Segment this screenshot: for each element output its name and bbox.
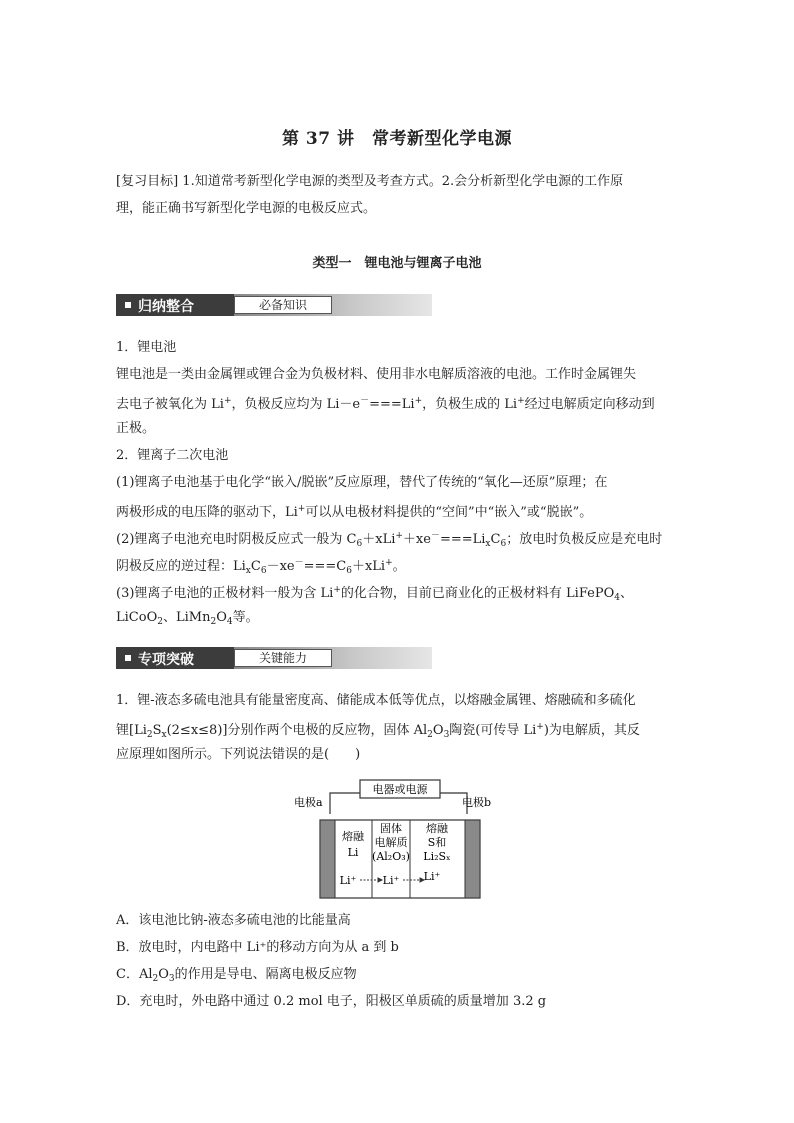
review-label: [复习目标] xyxy=(116,174,179,189)
k2-item1-line1: (1)锂离子电池基于电化学“嵌入/脱嵌”反应原理，替代了传统的“氧化—还原”原理；在 xyxy=(116,475,608,490)
power-source-label: 电器或电源 xyxy=(372,783,428,796)
electrode-b xyxy=(465,820,480,898)
banner-practice xyxy=(116,647,432,669)
banner-main-label: 专项突破 xyxy=(138,652,194,668)
k1-heading: 1．锂电池 xyxy=(116,340,177,355)
square-bullet-icon xyxy=(125,302,131,308)
square-bullet-icon xyxy=(125,655,131,661)
banner-summary xyxy=(116,294,432,316)
option-b: B．放电时，内电路中 Li⁺的移动方向为从 a 到 b xyxy=(116,940,399,955)
svg-text:固体: 固体 xyxy=(380,822,402,835)
svg-text:Li: Li xyxy=(347,846,359,859)
option-d: D．充电时，外电路中通过 0.2 mol 电子，阳极区单质硫的质量增加 3.2 g xyxy=(116,994,547,1009)
electrode-a-label: 电极a xyxy=(294,796,323,809)
ion-label-right: Li⁺ xyxy=(423,870,441,883)
review-goals-line2: 理，能正确书写新型化学电源的电极反应式。 xyxy=(116,201,377,216)
electrode-a xyxy=(320,820,335,898)
k1-line1: 锂电池是一类由金属锂或锂合金为负极材料、使用非水电解质溶液的电池。工作时金属锂失 xyxy=(116,367,637,382)
k2-item1-line2: 两极形成的电压降的驱动下，Li+可以从电极材料提供的“空间”中“嵌入”或“脱嵌”。 xyxy=(116,504,593,520)
k2-item2-line2: 阴极反应的逆过程：$Li_xC_6-xe^-===C_6+xLi^+$。 xyxy=(116,558,406,576)
k2-heading: 2．锂离子二次电池 xyxy=(116,448,229,463)
review-goals-line1 xyxy=(116,168,623,195)
banner-tag: 关键能力 xyxy=(234,649,332,667)
ion-label-left: Li⁺ xyxy=(339,874,357,887)
option-c: C．$Al_2O_3$的作用是导电、隔离电极反应物 xyxy=(116,967,357,984)
svg-text:熔融: 熔融 xyxy=(342,830,364,843)
q1-line2: 锂$[Li_2S_x(2\le x\le 8)]$分别作两个电极的反应物，固体 $Al_2O_3$陶瓷(可传导 Li+)为电解质，其反 xyxy=(116,722,640,740)
q1-line1: 1．锂-液态多硫电池具有能量密度高、储能成本低等优点，以熔融金属锂、熔融硫和多硫化 xyxy=(116,693,636,708)
banner-main-label: 归纳整合 xyxy=(138,299,194,315)
k2-item2-line1: (2)锂离子电池充电时阴极反应式一般为 $C_6+xLi^++xe^-===Li_xC_6$；放电时负极反应是充电时 xyxy=(116,531,663,549)
banner-tag: 必备知识 xyxy=(234,296,332,314)
svg-text:熔融: 熔融 xyxy=(426,822,448,835)
electrode-b-label: 电极b xyxy=(462,796,492,809)
k2-item3-line2: LiCoO$_2$、$LiMn_2O_4$等。 xyxy=(116,610,259,627)
page-title: 第 37 讲 常考新型化学电源 xyxy=(282,129,512,149)
ion-label-mid: Li⁺ xyxy=(382,874,400,887)
battery-diagram xyxy=(290,776,510,900)
option-a: A．该电池比钠-液态多硫电池的比能量高 xyxy=(116,913,351,928)
k1-line2: 去电子被氧化为 Li+，负极反应均为 Li－e－===Li+，负极生成的 Li+经过电解质定向移动到 xyxy=(116,396,655,412)
svg-text:Li₂Sₓ: Li₂Sₓ xyxy=(423,850,451,863)
review-text: 1.知道常考新型化学电源的类型及考查方式。2.会分析新型化学电源的工作原 xyxy=(182,174,624,189)
svg-text:S和: S和 xyxy=(427,836,447,849)
section-heading: 类型一 锂电池与锂离子电池 xyxy=(312,256,482,271)
svg-text:(Al₂O₃): (Al₂O₃) xyxy=(372,850,410,863)
k1-line3: 正极。 xyxy=(116,421,156,436)
k2-item3-line1: (3)锂离子电池的正极材料一般为含 Li+的化合物，目前已商业化的正极材料有 LiFePO$_4$、 xyxy=(116,585,633,603)
svg-text:电解质: 电解质 xyxy=(374,836,408,849)
q1-line3: 应原理如图所示。下列说法错误的是( ) xyxy=(116,747,361,762)
